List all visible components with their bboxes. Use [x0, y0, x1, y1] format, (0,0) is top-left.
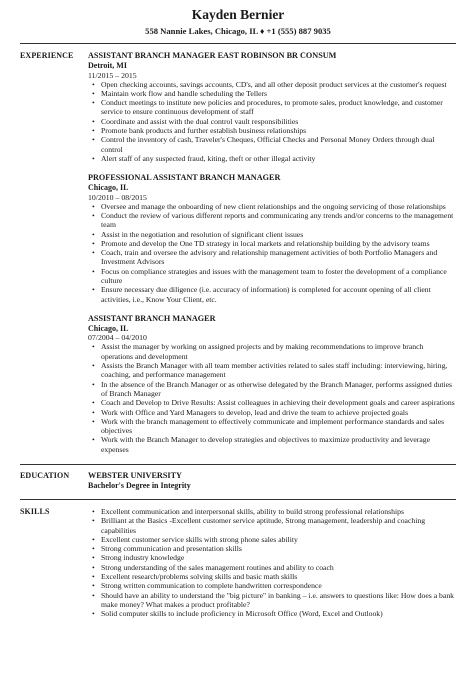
bullet-item: • Conduct meetings to institute new policies and procedures, to promote sales, product knowledge, and customer service to ensure continuous development of staff [101, 98, 456, 117]
bullet-item: • In the absence of the Branch Manager or as otherwise delegated by the Branch Manager, performs assigned duties of Branch Manager [101, 380, 456, 399]
bullet-item: • Control the inventory of cash, Traveler's Cheques, Official Checks and Personal Money Orders through dual control [101, 135, 456, 154]
education-label: EDUCATION [20, 471, 70, 480]
job-location: Chicago, IL [88, 323, 129, 333]
bullet-item: • Coordinate and assist with the dual control vault responsibilities [101, 117, 456, 126]
bullet-item: • Open checking accounts, savings accounts, CD's, and all other deposit product services at the customer's request [101, 80, 456, 89]
bullet-item: • Work with Office and Yard Managers to develop, lead and drive the team to achieve projected goals [101, 408, 456, 417]
job-dates: 11/2015 – 2015 [88, 70, 137, 80]
bullet-item: • Promote and develop the One TD strategy in local markets and relationship building by the advisory teams [101, 239, 456, 248]
divider [20, 464, 456, 465]
bullet-item: • Maintain work flow and handle scheduling the Tellers [101, 89, 456, 98]
skill-item: • Should have an ability to understand the "big picture" in banking – i.e. answers to questions like: How does a bank make money? What makes a product profitable? [101, 591, 456, 610]
skill-item: • Excellent research/problems solving skills and basic math skills [101, 572, 456, 581]
job-title: ASSISTANT BRANCH MANAGER EAST ROBINSON BR CONSUM [88, 51, 337, 60]
bullet-item: • Assist the manager by working on assigned projects and by making recommendations to improve branch operations and development [101, 342, 456, 361]
job-entry [88, 173, 456, 304]
skill-item: • Solid computer skills to include proficiency in Microsoft Office (Word, Excel and Outlook) [101, 609, 456, 618]
bullet-item: • Work with the Branch Manager to develop strategies and objectives to maximize productivity and leverage expenses [101, 435, 456, 454]
experience-jobs [88, 51, 456, 464]
job-bullets [88, 202, 456, 304]
skill-item: • Strong communication and presentation skills [101, 544, 456, 553]
divider [20, 499, 456, 500]
job-entry [88, 51, 456, 163]
skill-item: • Strong industry knowledge [101, 553, 456, 562]
job-title: ASSISTANT BRANCH MANAGER [88, 313, 216, 323]
job-title: PROFESSIONAL ASSISTANT BRANCH MANAGER [88, 173, 281, 183]
bullet-item: • Conduct the review of various different reports and communicating any trends and/or concerns to the management team [101, 211, 456, 230]
school-name: WEBSTER UNIVERSITY [88, 471, 182, 480]
bullet-item: • Oversee and manage the onboarding of new client relationships and the ongoing servicing of those relationships [101, 202, 456, 211]
skill-item: • Brilliant at the Basics -Excellent customer service aptitude, Strong management, leadership and coaching capabilities [101, 516, 456, 535]
skill-item: • Excellent communication and interpersonal skills, ability to build strong professional relationships [101, 507, 456, 516]
experience-label: EXPERIENCE [20, 51, 74, 60]
skill-item: • Strong understanding of the sales management routines and ability to coach [101, 563, 456, 572]
skills-section [20, 507, 456, 619]
job-dates: 07/2004 – 04/2010 [88, 333, 147, 343]
skill-item: • Strong written communication to complete handwritten correspondence [101, 581, 456, 590]
job-location: Chicago, IL [88, 183, 129, 193]
job-dates: 10/2010 – 08/2015 [88, 192, 147, 202]
bullet-item: • Ensure necessary due diligence (i.e. accuracy of information) is completed for account opening of all client activities, i.e., Know Your Client, etc. [101, 285, 456, 304]
divider [20, 43, 456, 44]
job-bullets [88, 80, 456, 164]
bullet-item: • Coach, train and oversee the advisory and relationship management activities of both Portfolio Managers and Investment Advisors [101, 248, 456, 267]
job-location: Detroit, MI [88, 61, 127, 70]
bullet-item: • Assists the Branch Manager with all team member activities related to sales staff including: interviewing, hiring, coaching, and performance management [101, 361, 456, 380]
job-bullets [88, 342, 456, 454]
bullet-item: • Alert staff of any suspected fraud, kiting, theft or other illegal activity [101, 154, 456, 163]
bullet-item: • Promote bank products and further establish business relationships [101, 126, 456, 135]
bullet-item: • Focus on compliance strategies and issues with the management team to foster the development of a compliance culture [101, 267, 456, 286]
job-entry [88, 314, 456, 454]
bullet-item: • Assist in the negotiation and resolution of significant client issues [101, 230, 456, 239]
bullet-item: • Coach and Develop to Drive Results: Assist colleagues in achieving their development goals and career aspirations [101, 398, 456, 407]
skill-item: • Excellent customer service skills with strong phone sales ability [101, 535, 456, 544]
education-section [20, 471, 456, 491]
experience-section [20, 51, 456, 464]
contact-line: 558 Nannie Lakes, Chicago, IL ♦ +1 (555) 887 9035 [145, 26, 331, 36]
skills-list [88, 507, 456, 619]
skills-label: SKILLS [20, 507, 50, 516]
candidate-name: Kayden Bernier [191, 7, 285, 22]
degree: Bachelor's Degree in Integrity [88, 481, 191, 490]
bullet-item: • Work with the branch management to effectively communicate and implement performance standards and sales objectives [101, 417, 456, 436]
